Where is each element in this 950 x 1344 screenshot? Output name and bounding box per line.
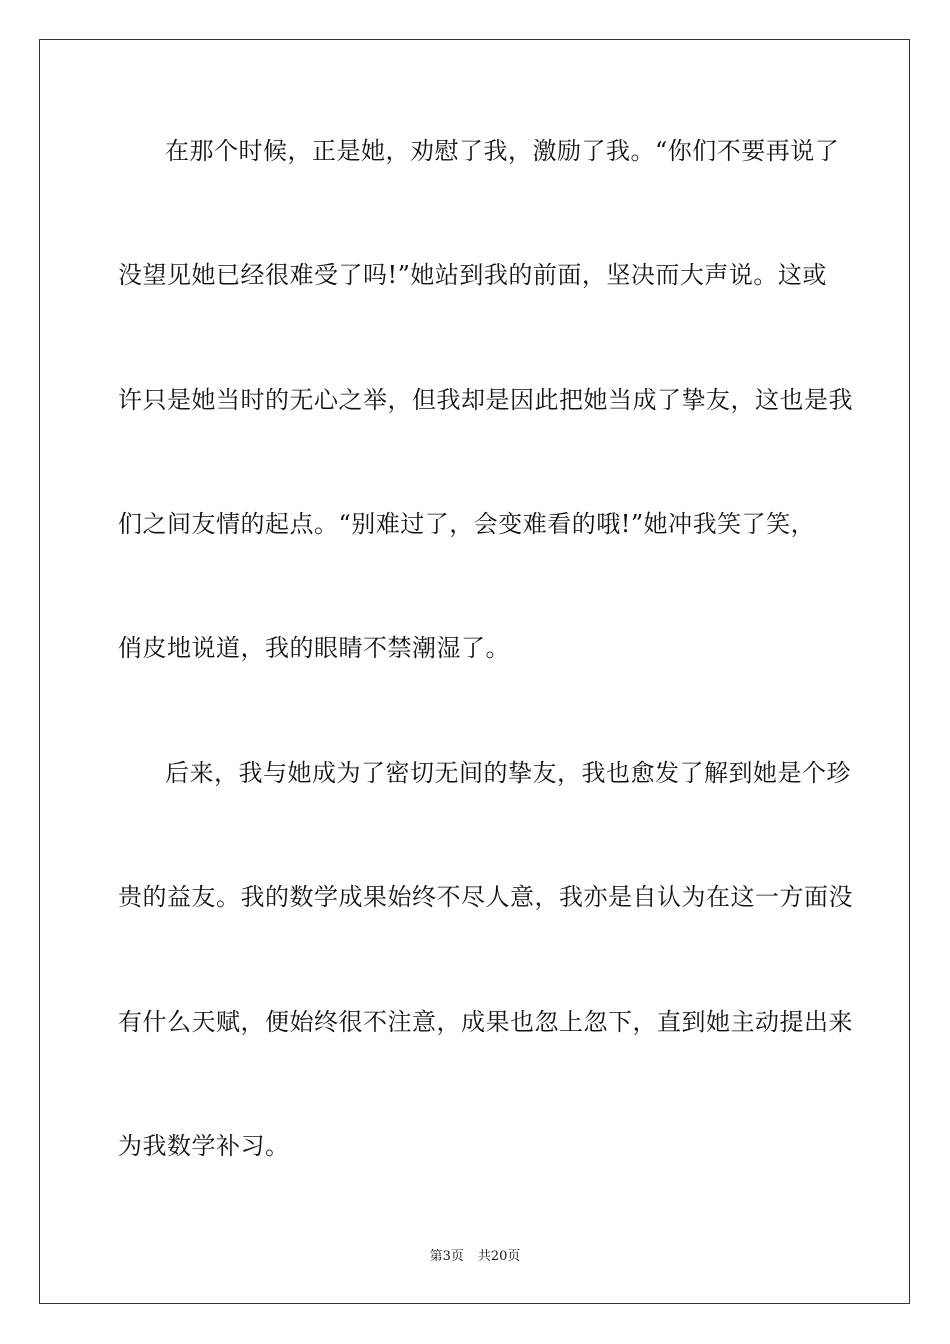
page-footer — [0, 1248, 950, 1266]
paragraph-1-line-3: 许只是她当时的无心之举，但我却是因此把她当成了挚友，这也是我 — [118, 386, 853, 414]
page-border — [39, 39, 910, 1304]
paragraph-1-line-2: 没望见她已经很难受了吗!”她站到我的前面，坚决而大声说。这或 — [118, 261, 827, 289]
paragraph-2-line-3: 有什么天赋，便始终很不注意，成果也忽上忽下，直到她主动提出来 — [118, 1008, 853, 1036]
paragraph-2-line-2: 贵的益友。我的数学成果始终不尽人意，我亦是自认为在这一方面没 — [118, 883, 853, 911]
paragraph-1-line-4: 们之间友情的起点。“别难过了，会变难看的哦!”她冲我笑了笑， — [118, 510, 816, 538]
paragraph-2-line-1: 后来，我与她成为了密切无间的挚友，我也愈发了解到她是个珍 — [165, 759, 851, 787]
paragraph-1-line-5: 俏皮地说道，我的眼睛不禁潮湿了。 — [118, 634, 510, 662]
page-number: 第3页 — [429, 1249, 464, 1264]
paragraph-2-line-4: 为我数学补习。 — [118, 1132, 290, 1160]
paragraph-1-line-1: 在那个时候，正是她，劝慰了我，激励了我。“你们不要再说了 — [165, 137, 840, 165]
page-total: 共20页 — [477, 1249, 521, 1264]
